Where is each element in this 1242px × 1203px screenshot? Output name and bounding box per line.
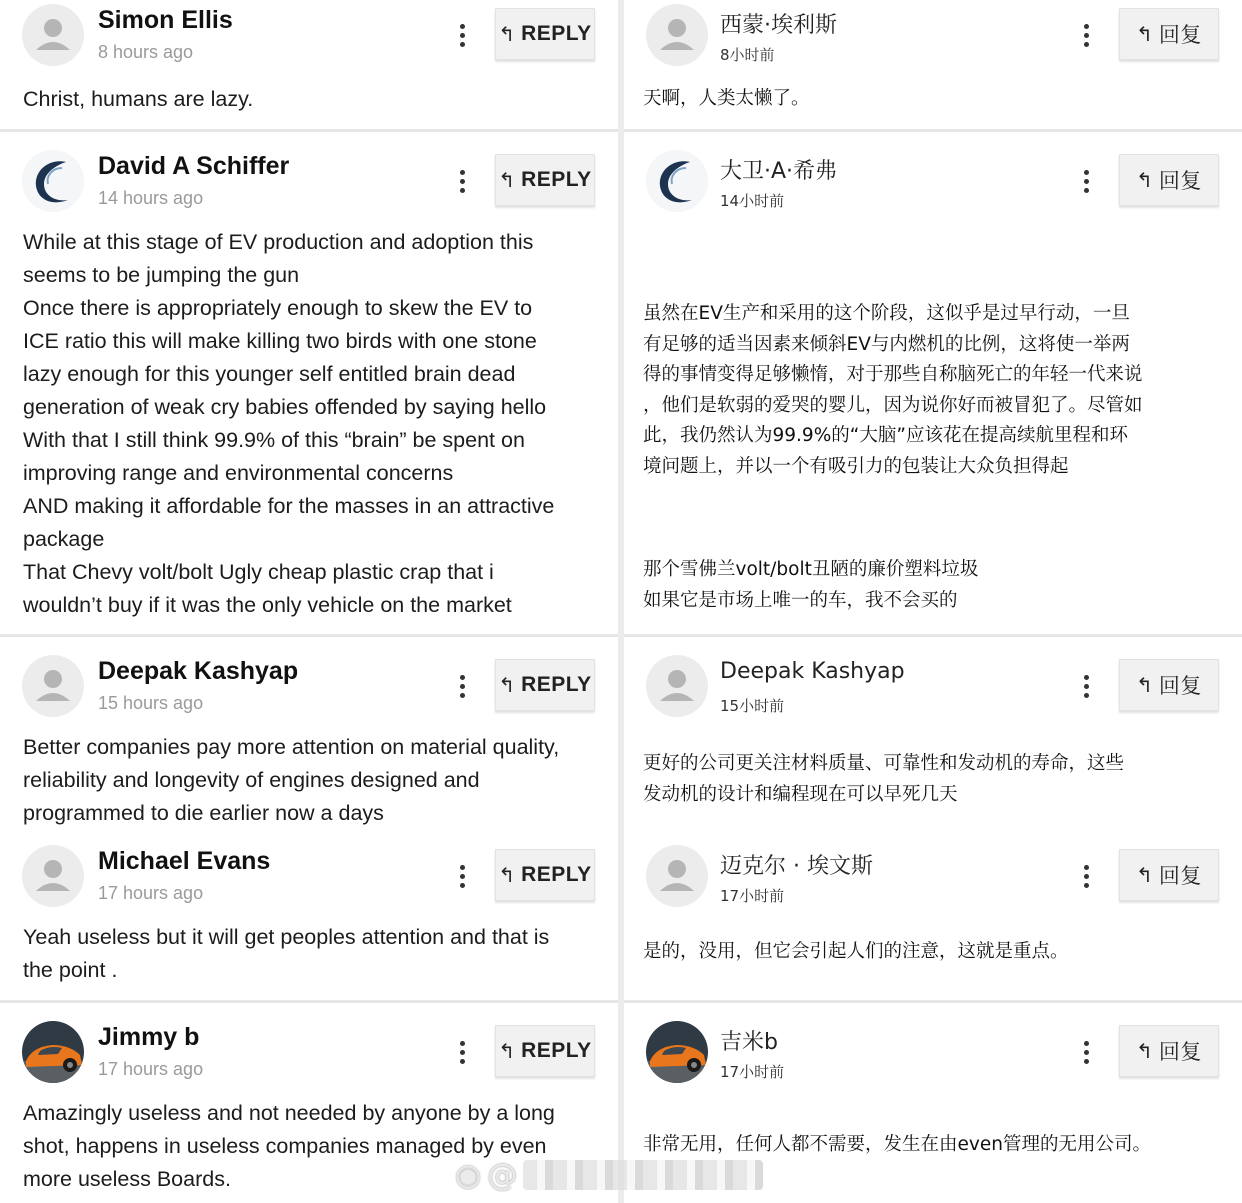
comment-author[interactable]: Deepak Kashyap: [98, 657, 299, 685]
more-options-icon[interactable]: [1079, 865, 1093, 893]
default-avatar-icon[interactable]: [646, 4, 708, 66]
comment-body: [643, 299, 1233, 482]
comment-text-line: reliability and longevity of engines designed and: [23, 768, 480, 792]
comment-timestamp: 17小时前: [720, 1063, 785, 1081]
comment-separator: [624, 129, 1242, 132]
wave-avatar[interactable]: [22, 150, 84, 212]
comment-body: [643, 749, 1233, 810]
comment-timestamp: 17小时前: [720, 887, 785, 905]
reply-arrow-icon: ↰: [1136, 22, 1153, 46]
comment-timestamp: 8小时前: [720, 46, 775, 64]
comment-text-line: AND making it affordable for the masses in an attractive: [23, 494, 555, 518]
reply-arrow-icon: ↰: [498, 863, 516, 887]
comment-text-line: more useless Boards.: [23, 1167, 231, 1191]
more-options-icon[interactable]: [455, 24, 469, 52]
reply-button[interactable]: [495, 154, 595, 206]
comment-timestamp: 14小时前: [720, 192, 785, 210]
weibo-watermark: [455, 1152, 785, 1198]
reply-label: REPLY: [521, 863, 592, 886]
comment-timestamp: 8 hours ago: [98, 42, 194, 62]
more-options-icon[interactable]: [455, 865, 469, 893]
more-options-icon[interactable]: [1079, 24, 1093, 52]
comment-text-line: 是的，没用，但它会引起人们的注意，这就是重点。: [643, 941, 1069, 962]
comment-body: [643, 84, 1233, 115]
reply-label: 回复: [1158, 23, 1202, 47]
more-options-icon[interactable]: [1079, 675, 1093, 703]
reply-label: 回复: [1158, 864, 1202, 888]
reply-button[interactable]: [495, 8, 595, 60]
comment-text-line: 境问题上，并以一个有吸引力的包装让大众负担得起: [643, 455, 1069, 477]
reply-button[interactable]: [1119, 154, 1219, 206]
comment-text-line: Amazingly useless and not needed by anyone by a long: [23, 1101, 555, 1125]
comment-text-line: shot, happens in useless companies managed by even: [23, 1134, 547, 1158]
comments-column-english: [0, 0, 618, 1203]
comment-timestamp: 17 hours ago: [98, 1059, 204, 1079]
comment-author[interactable]: David A Schiffer: [98, 152, 290, 180]
comment-timestamp: 15 hours ago: [98, 693, 204, 713]
comment-separator: [624, 634, 1242, 637]
reply-button[interactable]: [495, 659, 595, 711]
default-avatar-icon[interactable]: [646, 655, 708, 717]
reply-button[interactable]: [1119, 8, 1219, 60]
more-options-icon[interactable]: [1079, 170, 1093, 198]
reply-label: 回复: [1158, 1040, 1202, 1064]
reply-arrow-icon: ↰: [1136, 673, 1153, 697]
comment-text-line: wouldn’t buy if it was the only vehicle on the market: [23, 593, 512, 617]
comment-author[interactable]: 吉米b: [720, 1030, 778, 1055]
comment-body: [23, 731, 603, 830]
reply-label: REPLY: [521, 1039, 592, 1062]
orange-car-avatar[interactable]: [646, 1021, 708, 1083]
comment-text-line: 非常无用，任何人都不需要，发生在由even管理的无用公司。: [643, 1134, 1151, 1155]
default-avatar-icon[interactable]: [22, 845, 84, 907]
reply-button[interactable]: [1119, 1025, 1219, 1077]
comment-separator: [0, 1000, 618, 1003]
blurred-username: [523, 1160, 763, 1190]
comment-text-line: Better companies pay more attention on material quality,: [23, 735, 560, 759]
comment-text-line: Christ, humans are lazy.: [23, 87, 254, 111]
comments-column-chinese: [624, 0, 1242, 1203]
reply-label: 回复: [1158, 169, 1202, 193]
default-avatar-icon[interactable]: [646, 845, 708, 907]
comment-text-line: package: [23, 527, 105, 551]
comment-author[interactable]: 迈克尔 · 埃文斯: [720, 854, 873, 879]
reply-label: REPLY: [521, 22, 592, 45]
comment-text-line: With that I still think 99.9% of this “brain” be spent on: [23, 428, 525, 452]
more-options-icon[interactable]: [455, 675, 469, 703]
comment-author[interactable]: Michael Evans: [98, 847, 271, 875]
comment-body: [643, 937, 1233, 968]
reply-arrow-icon: ↰: [1136, 168, 1153, 192]
comment-author[interactable]: 西蒙·埃利斯: [720, 13, 837, 38]
comment-author[interactable]: Jimmy b: [98, 1023, 200, 1051]
comment-text-line: generation of weak cry babies offended by saying hello: [23, 395, 547, 419]
comment-text-line: the point .: [23, 958, 118, 982]
comment-body-continued: [643, 555, 1233, 616]
comment-text-line: improving range and environmental concerns: [23, 461, 454, 485]
comment-text-line: ，他们是软弱的爱哭的婴儿，因为说你好而被冒犯了。尽管如: [643, 394, 1143, 416]
comment-text-line: 如果它是市场上唯一的车，我不会买的: [643, 589, 958, 611]
watermark-handle: @: [487, 1157, 518, 1193]
comment-text-line: lazy enough for this younger self entitled brain dead: [23, 362, 516, 386]
more-options-icon[interactable]: [1079, 1041, 1093, 1069]
reply-button[interactable]: [1119, 849, 1219, 901]
default-avatar-icon[interactable]: [22, 655, 84, 717]
reply-arrow-icon: ↰: [1136, 1039, 1153, 1063]
comment-text-line: 更好的公司更关注材料质量、可靠性和发动机的寿命，这些: [643, 753, 1125, 774]
comment-author[interactable]: Simon Ellis: [98, 6, 233, 34]
comment-text-line: 虽然在EV生产和采用的这个阶段，这似乎是过早行动，一旦: [643, 303, 1130, 324]
reply-label: REPLY: [521, 673, 592, 696]
comment-body: [23, 83, 603, 116]
comment-author[interactable]: 大卫·A·希弗: [720, 159, 838, 184]
comment-body: [23, 226, 603, 622]
reply-button[interactable]: [1119, 659, 1219, 711]
comment-timestamp: 17 hours ago: [98, 883, 204, 903]
comment-text-line: While at this stage of EV production and adoption this: [23, 230, 534, 254]
comment-author[interactable]: Deepak Kashyap: [720, 659, 905, 684]
comment-text-line: 天啊，人类太懒了。: [643, 88, 810, 109]
comment-separator: [0, 634, 618, 637]
comment-text-line: programmed to die earlier now a days: [23, 801, 384, 825]
reply-arrow-icon: ↰: [498, 673, 516, 697]
comment-text-line: That Chevy volt/bolt Ugly cheap plastic crap that i: [23, 560, 494, 584]
more-options-icon[interactable]: [455, 1041, 469, 1069]
reply-label: REPLY: [521, 168, 592, 191]
comment-text-line: 发动机的设计和编程现在可以早死几天: [643, 783, 958, 805]
comment-text-line: ICE ratio this will make killing two birds with one stone: [23, 329, 537, 353]
orange-car-avatar[interactable]: [22, 1021, 84, 1083]
comment-text-line: 得的事情变得足够懒惰，对于那些自称脑死亡的年轻一代来说: [643, 364, 1143, 385]
reply-button[interactable]: [495, 1025, 595, 1077]
default-avatar-icon[interactable]: [22, 4, 84, 66]
reply-button[interactable]: [495, 849, 595, 901]
comment-timestamp: 15小时前: [720, 697, 785, 715]
comment-text-line: Once there is appropriately enough to skew the EV to: [23, 296, 533, 320]
comment-text-line: 那个雪佛兰volt/bolt丑陋的廉价塑料垃圾: [643, 559, 979, 580]
reply-arrow-icon: ↰: [498, 168, 516, 192]
reply-arrow-icon: ↰: [498, 1039, 516, 1063]
comment-text-line: 此，我仍然认为99.9%的“大脑”应该花在提高续航里程和环: [643, 425, 1128, 446]
more-options-icon[interactable]: [455, 170, 469, 198]
reply-label: 回复: [1158, 674, 1202, 698]
wave-avatar[interactable]: [646, 150, 708, 212]
comment-text-line: seems to be jumping the gun: [23, 263, 300, 287]
comment-separator: [0, 129, 618, 132]
comment-separator: [624, 1000, 1242, 1003]
reply-arrow-icon: ↰: [1136, 863, 1153, 887]
weibo-logo-icon: ◉: [455, 1157, 482, 1193]
comment-text-line: Yeah useless but it will get peoples attention and that is: [23, 925, 550, 949]
reply-arrow-icon: ↰: [498, 22, 516, 46]
comment-body: [23, 921, 603, 987]
comment-text-line: 有足够的适当因素来倾斜EV与内燃机的比例，这将使一举两: [643, 333, 1130, 355]
comment-timestamp: 14 hours ago: [98, 188, 204, 208]
